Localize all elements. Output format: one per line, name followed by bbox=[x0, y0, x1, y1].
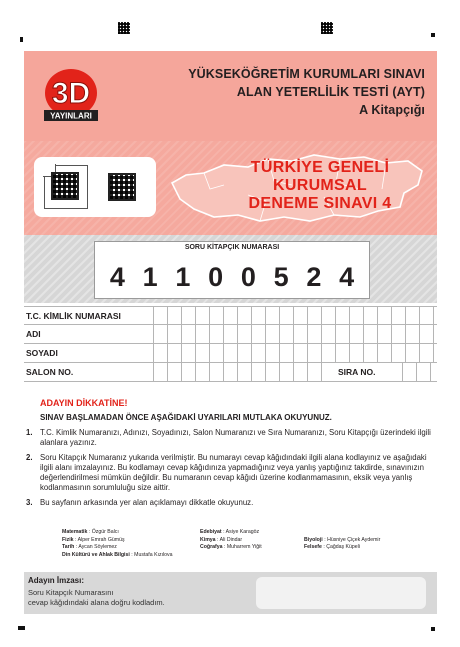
input-cell[interactable] bbox=[280, 344, 294, 362]
credit-subject: Matematik bbox=[62, 529, 88, 535]
input-cell[interactable] bbox=[378, 325, 392, 343]
input-cell[interactable] bbox=[154, 344, 168, 362]
booklet-digit: 5 bbox=[273, 262, 289, 292]
credit-row bbox=[62, 537, 125, 545]
hero-title bbox=[220, 159, 420, 213]
credit-subject: Biyoloji bbox=[304, 536, 323, 543]
input-cell[interactable] bbox=[364, 325, 378, 343]
input-cell[interactable] bbox=[168, 325, 182, 343]
input-cell[interactable] bbox=[168, 307, 182, 325]
input-cell[interactable] bbox=[378, 344, 392, 362]
credit-subject: Tarih bbox=[62, 544, 75, 550]
salon-row bbox=[24, 363, 437, 382]
exam-title-line: ALAN YETERLİLİK TESTİ (AYT) bbox=[236, 85, 425, 99]
input-cell[interactable] bbox=[392, 325, 406, 343]
credit-name: : Asiye Karagöz bbox=[223, 529, 260, 535]
exam-title-line: YÜKSEKÖĞRETİM KURUMLARI SINAVI bbox=[188, 67, 425, 81]
exam-title bbox=[188, 65, 425, 119]
credit-name: : Aycan Söylemez bbox=[75, 544, 117, 550]
credit-row bbox=[304, 537, 380, 545]
surname-row bbox=[24, 344, 437, 363]
input-cell[interactable] bbox=[392, 307, 406, 325]
credit-subject: Din Kültürü ve Ahlak Bilgisi bbox=[62, 551, 130, 558]
warning-item-number: 1. bbox=[26, 428, 33, 437]
input-cell[interactable] bbox=[154, 307, 168, 325]
warning-title: ADAYIN DİKKATİNE! bbox=[40, 398, 128, 408]
credit-name: : Hüsniye Çiçek Aydemir bbox=[324, 536, 381, 543]
input-cell[interactable] bbox=[350, 307, 364, 325]
signature-title: Adayın İmzası: bbox=[28, 576, 85, 585]
input-cell[interactable] bbox=[420, 344, 434, 362]
hero-title-line: TÜRKİYE GENELİ bbox=[250, 159, 390, 176]
sira-field[interactable] bbox=[389, 363, 437, 381]
credit-row bbox=[62, 544, 117, 552]
input-cell[interactable] bbox=[322, 344, 336, 362]
input-cell[interactable] bbox=[154, 325, 168, 343]
credit-row bbox=[200, 537, 242, 545]
booklet-type: A Kitapçığı bbox=[359, 103, 425, 117]
name-label: ADI bbox=[24, 325, 154, 343]
input-cell[interactable] bbox=[252, 325, 266, 343]
warning-list bbox=[24, 428, 434, 513]
qr-card bbox=[34, 157, 156, 217]
booklet-digit: 4 bbox=[339, 262, 355, 292]
qr-code-icon bbox=[108, 173, 136, 201]
input-cell[interactable] bbox=[210, 344, 224, 362]
qr-frame bbox=[44, 165, 88, 209]
input-cell[interactable] bbox=[224, 307, 238, 325]
warning-item-text: T.C. Kimlik Numaranızı, Adınızı, Soyadınızı, Salon Numaranızı ve Sıra Numaranızı, Soru Kitapçığı üzerindeki ilgili alanlara yazınız. bbox=[40, 428, 431, 447]
credit-subject: Fizik bbox=[62, 536, 74, 543]
input-cell[interactable] bbox=[308, 344, 322, 362]
registration-mark bbox=[431, 627, 435, 631]
qr-code-icon bbox=[51, 172, 79, 200]
credit-subject: Coğrafya bbox=[200, 544, 223, 550]
input-cell[interactable] bbox=[238, 307, 252, 325]
hero-title-line: DENEME SINAVI 4 bbox=[248, 195, 392, 212]
input-cell[interactable] bbox=[336, 344, 350, 362]
input-cell[interactable] bbox=[294, 344, 308, 362]
input-cell[interactable] bbox=[238, 344, 252, 362]
credit-name: : Mustafa Kızılova bbox=[131, 551, 173, 558]
input-cell[interactable] bbox=[392, 344, 406, 362]
registration-mark bbox=[20, 37, 23, 42]
input-cell[interactable] bbox=[280, 307, 294, 325]
hero-title-line: KURUMSAL bbox=[273, 177, 367, 194]
credit-row bbox=[200, 529, 259, 537]
credit-name: : Ali Dindar bbox=[217, 536, 243, 543]
input-cell[interactable] bbox=[364, 307, 378, 325]
input-cell[interactable] bbox=[308, 307, 322, 325]
input-cell[interactable] bbox=[182, 344, 196, 362]
credit-row bbox=[200, 544, 262, 552]
input-cell[interactable] bbox=[406, 344, 420, 362]
booklet-digit: 4 bbox=[109, 262, 125, 292]
tc-label: T.C. KİMLİK NUMARASI bbox=[24, 307, 154, 325]
warning-item bbox=[24, 453, 434, 493]
credit-name: : Muharrem Yiğit bbox=[223, 544, 262, 550]
input-cell[interactable] bbox=[252, 307, 266, 325]
input-cell[interactable] bbox=[420, 307, 434, 325]
input-cell[interactable] bbox=[322, 307, 336, 325]
input-cell[interactable] bbox=[322, 325, 336, 343]
input-cell[interactable] bbox=[266, 307, 280, 325]
qr-code-icon bbox=[118, 22, 130, 34]
input-cell[interactable] bbox=[196, 344, 210, 362]
sira-label: SIRA NO. bbox=[338, 367, 376, 377]
input-cell[interactable] bbox=[224, 344, 238, 362]
input-cell[interactable] bbox=[182, 325, 196, 343]
input-cell[interactable] bbox=[196, 307, 210, 325]
input-cell[interactable] bbox=[168, 344, 182, 362]
booklet-digits bbox=[101, 259, 363, 295]
signature-text-line: Soru Kitapçık Numarasını bbox=[28, 588, 114, 597]
warning-item-number: 2. bbox=[26, 453, 33, 462]
booklet-digit: 1 bbox=[175, 262, 191, 292]
name-row bbox=[24, 325, 437, 344]
booklet-digit: 0 bbox=[240, 262, 256, 292]
input-cell[interactable] bbox=[336, 325, 350, 343]
input-cell[interactable] bbox=[210, 325, 224, 343]
warning-item-number: 3. bbox=[26, 498, 33, 507]
booklet-number-band bbox=[24, 235, 437, 303]
booklet-digit: 2 bbox=[306, 262, 322, 292]
input-cell[interactable] bbox=[196, 325, 210, 343]
booklet-number-label: SORU KİTAPÇIK NUMARASI bbox=[184, 244, 280, 251]
booklet-digit: 1 bbox=[142, 262, 158, 292]
credit-name: : Özgür Balcı bbox=[88, 529, 119, 535]
credit-row bbox=[62, 529, 119, 537]
salon-label: SALON NO. bbox=[24, 363, 154, 381]
input-cell[interactable] bbox=[238, 325, 252, 343]
warning-item bbox=[24, 428, 434, 448]
tc-field[interactable] bbox=[154, 307, 437, 325]
input-cell[interactable] bbox=[350, 325, 364, 343]
input-cell[interactable] bbox=[336, 307, 350, 325]
logo-subtext: YAYINLARI bbox=[50, 111, 92, 121]
input-cell[interactable] bbox=[210, 307, 224, 325]
input-cell[interactable] bbox=[378, 307, 392, 325]
surname-field[interactable] bbox=[154, 344, 437, 362]
tc-row bbox=[24, 306, 437, 325]
publisher-logo bbox=[40, 63, 102, 125]
registration-mark bbox=[18, 626, 25, 630]
warning-item-text: Soru Kitapçık Numaranız yukarıda verilmiştir. Bu numarayı cevap kâğıdındaki ilgili alana kodlayınız ve aşağıdaki ilgili alanı imzalayınız. Bu kodlamayı cevap kâğıdınıza yapmadığınız veya yanlış yaptığınız takdirde, sınavınızın değerlendirilmesi mümkün değildir. Bu numaranın cevap kâğıdı üzerine kodlanmamasının, eksik veya yanlış kodlanmasının sorumluluğu size aittir. bbox=[40, 453, 427, 492]
signature-section bbox=[24, 572, 437, 614]
hero-band bbox=[24, 141, 437, 235]
input-cell[interactable] bbox=[294, 325, 308, 343]
input-cell[interactable] bbox=[406, 325, 420, 343]
signature-text bbox=[28, 588, 165, 607]
input-cell[interactable] bbox=[406, 307, 420, 325]
header-banner bbox=[24, 51, 437, 141]
input-cell[interactable] bbox=[182, 307, 196, 325]
credit-name: : Alper Emrah Gümüş bbox=[74, 536, 125, 543]
credit-subject: Kimya bbox=[200, 536, 216, 543]
signature-text-line: cevap kâğıdındaki alana doğru kodladım. bbox=[28, 597, 165, 607]
signature-box[interactable] bbox=[256, 577, 426, 609]
input-cell[interactable] bbox=[294, 307, 308, 325]
credit-name: : Çağdaş Küpeli bbox=[323, 544, 360, 550]
input-cell[interactable] bbox=[266, 344, 280, 362]
input-cell[interactable] bbox=[266, 325, 280, 343]
input-cell[interactable] bbox=[280, 325, 294, 343]
input-cell[interactable] bbox=[350, 344, 364, 362]
credit-row bbox=[62, 552, 173, 560]
input-cell[interactable] bbox=[364, 344, 378, 362]
name-field[interactable] bbox=[154, 325, 437, 343]
booklet-number-box bbox=[94, 241, 370, 299]
booklet-digit: 0 bbox=[208, 262, 224, 292]
input-cell[interactable] bbox=[224, 325, 238, 343]
input-cell[interactable] bbox=[252, 344, 266, 362]
input-cell[interactable] bbox=[308, 325, 322, 343]
logo-text: 3D bbox=[51, 77, 91, 110]
input-cell[interactable] bbox=[420, 325, 434, 343]
credit-subject: Felsefe bbox=[304, 544, 322, 550]
qr-code-icon bbox=[321, 22, 333, 34]
registration-mark bbox=[431, 33, 435, 37]
candidate-info-table bbox=[24, 306, 437, 382]
warning-item-text: Bu sayfanın arkasında yer alan açıklamayı dikkatle okuyunuz. bbox=[40, 498, 254, 507]
credit-subject: Edebiyat bbox=[200, 529, 222, 535]
credit-row bbox=[304, 544, 360, 552]
surname-label: SOYADI bbox=[24, 344, 154, 362]
warning-item bbox=[24, 498, 434, 508]
warning-subtitle: SINAV BAŞLAMADAN ÖNCE AŞAĞIDAKİ UYARILARI MUTLAKA OKUYUNUZ. bbox=[40, 413, 332, 422]
